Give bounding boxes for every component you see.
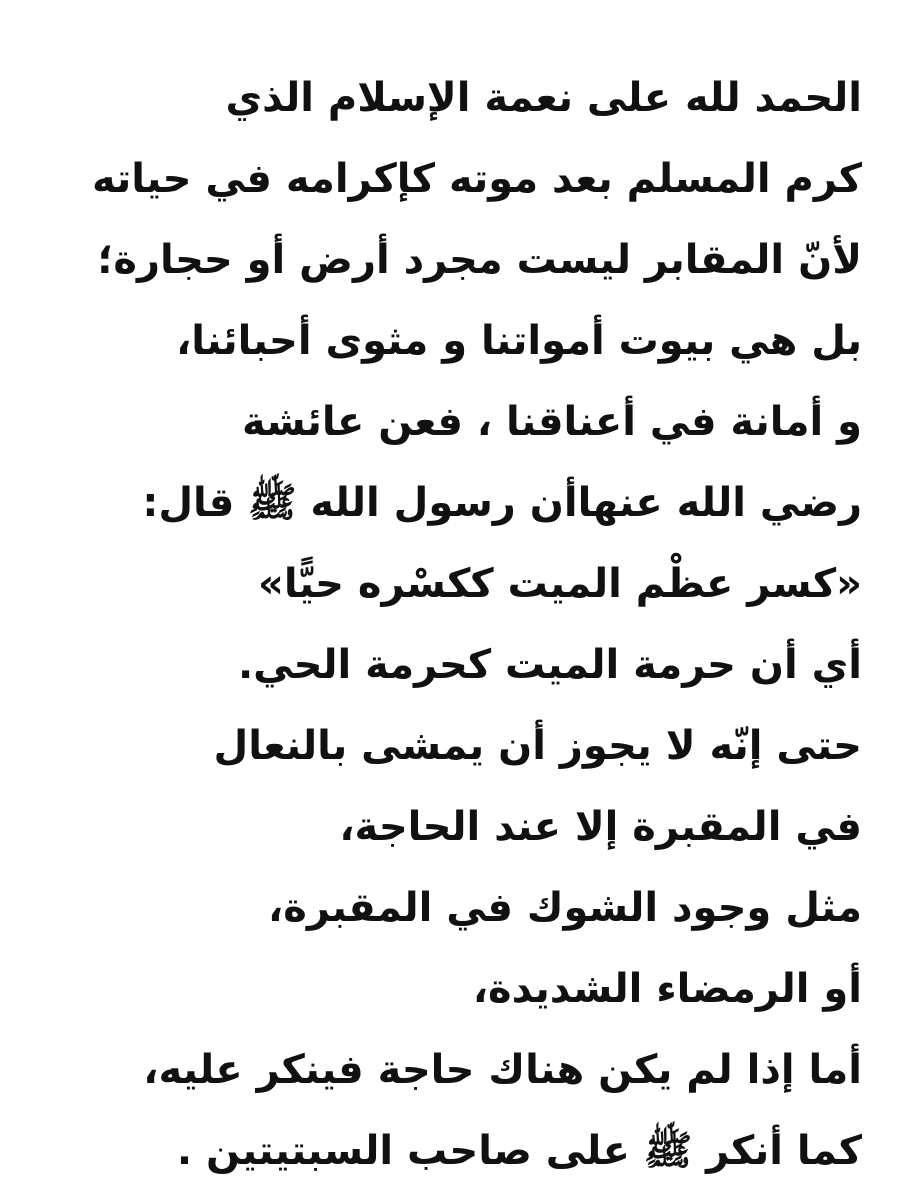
text-line-6: رضي الله عنهاأن رسول الله ﷺ قال: [142, 480, 862, 526]
text-line-2: كرم المسلم بعد موته كإكرامه في حياته [91, 156, 862, 202]
text-line-11: مثل وجود الشوك في المقبرة، [268, 885, 862, 931]
text-line-3: لأنّ المقابر ليست مجرد أرض أو حجارة؛ [97, 237, 862, 283]
text-line-13: أما إذا لم يكن هناك حاجة فينكر عليه، [143, 1047, 862, 1093]
text-line-10: في المقبرة إلا عند الحاجة، [339, 804, 862, 850]
text-line-12: أو الرمضاء الشديدة، [472, 966, 862, 1012]
text-line-4: بل هي بيوت أمواتنا و مثوى أحبائنا، [176, 318, 862, 364]
text-line-9: حتى إنّه لا يجوز أن يمشى بالنعال [213, 723, 862, 769]
text-line-5: و أمانة في أعناقنا ، فعن عائشة [241, 399, 862, 445]
text-line-14: كما أنكر ﷺ على صاحب السبتيتين . [176, 1128, 862, 1174]
text-line-1: الحمد لله على نعمة الإسلام الذي [225, 75, 862, 121]
text-line-7: «كسر عظْم الميت ككسْره حيًّا» [257, 561, 862, 607]
text-line-8: أي أن حرمة الميت كحرمة الحي. [237, 642, 862, 688]
text-body [40, 58, 862, 1192]
